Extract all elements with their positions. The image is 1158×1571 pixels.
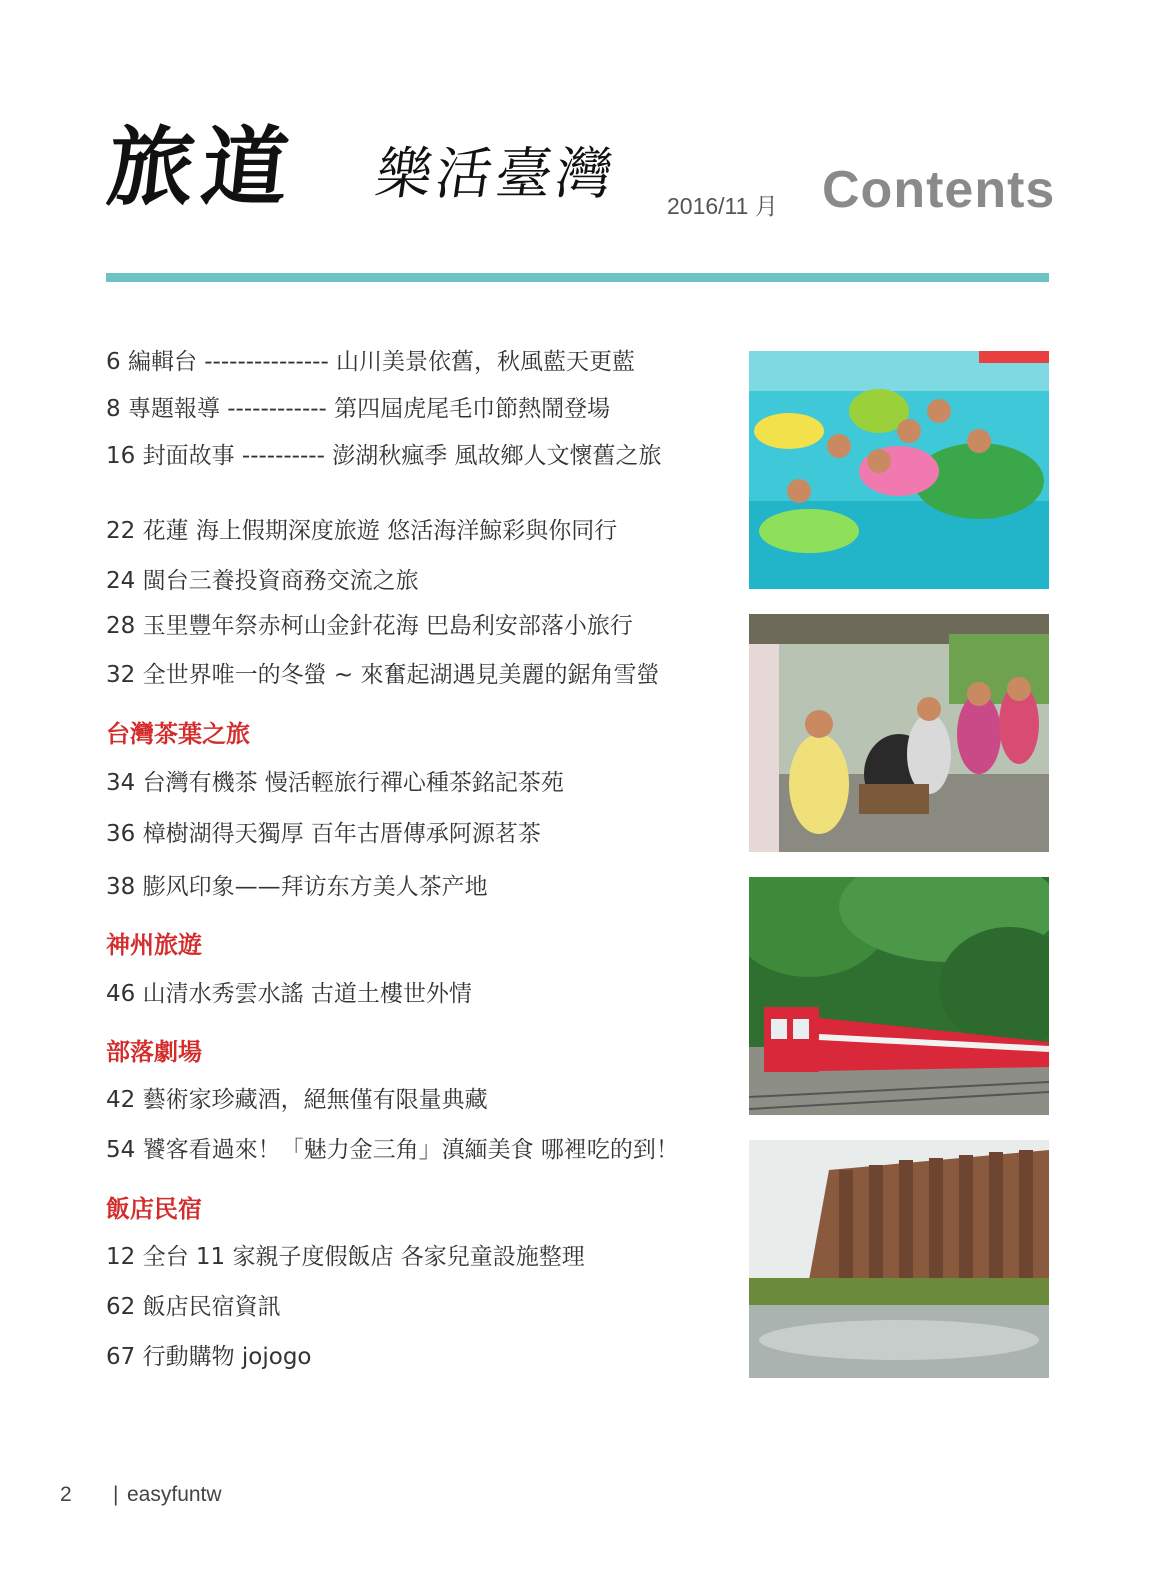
section-heading-hotels: 飯店民宿 [106, 1195, 202, 1223]
issue-date: 2016/11 月 [667, 193, 778, 219]
toc-entry[interactable]: 62 飯店民宿資訊 [106, 1294, 281, 1320]
toc-entry-feature[interactable]: 8 專題報導 ------------ 第四屆虎尾毛巾節熱鬧登場 [106, 396, 611, 422]
footer-separator: | [113, 1483, 119, 1506]
toc-entry[interactable]: 38 膨风印象——拜访东方美人茶产地 [106, 874, 488, 900]
toc-entry[interactable]: 54 饕客看過來！「魅力金三角」滇緬美食 哪裡吃的到！ [106, 1137, 679, 1163]
section-heading-china: 神州旅遊 [106, 931, 202, 959]
section-heading-tea: 台灣茶葉之旅 [106, 720, 250, 748]
toc-entry[interactable]: 24 閩台三養投資商務交流之旅 [106, 568, 419, 594]
photo-pool-kids [749, 351, 1049, 589]
toc-entry[interactable]: 42 藝術家珍藏酒，絕無僅有限量典藏 [106, 1087, 488, 1113]
magazine-logo [102, 117, 628, 230]
footer-site-name: easyfuntw [127, 1483, 222, 1506]
logo-sub-text: 樂活臺灣 [371, 142, 621, 207]
contents-title: Contents [822, 161, 1056, 219]
toc-entry[interactable]: 12 全台 11 家親子度假飯店 各家兒童設施整理 [106, 1244, 585, 1270]
photo-basalt-cliff [749, 1140, 1049, 1378]
header-divider [106, 273, 1049, 282]
toc-entry[interactable]: 28 玉里豐年祭赤柯山金針花海 巴島利安部落小旅行 [106, 613, 633, 639]
toc-entry[interactable]: 22 花蓮 海上假期深度旅遊 悠活海洋鯨彩與你同行 [106, 518, 618, 544]
page-number: 2 [60, 1483, 72, 1506]
toc-entry-cover-story[interactable]: 16 封面故事 ---------- 澎湖秋瘋季 風故鄉人文懷舊之旅 [106, 443, 662, 469]
photo-tea-group [749, 614, 1049, 852]
toc-entry-editorial[interactable]: 6 編輯台 --------------- 山川美景依舊，秋風藍天更藍 [106, 349, 636, 375]
section-heading-tribe: 部落劇場 [106, 1038, 202, 1066]
toc-entry[interactable]: 32 全世界唯一的冬螢 ~ 來奮起湖遇見美麗的鋸角雪螢 [106, 662, 660, 688]
toc-entry[interactable]: 67 行動購物 jojogo [106, 1344, 312, 1370]
photo-forest-train [749, 877, 1049, 1115]
toc-entry[interactable]: 36 樟樹湖得天獨厚 百年古厝傳承阿源茗茶 [106, 821, 541, 847]
toc-entry[interactable]: 34 台灣有機茶 慢活輕旅行禪心種茶銘記茶苑 [106, 770, 564, 796]
logo-main-text: 旅道 [102, 117, 302, 218]
toc-entry[interactable]: 46 山清水秀雲水謠 古道土樓世外情 [106, 981, 472, 1007]
